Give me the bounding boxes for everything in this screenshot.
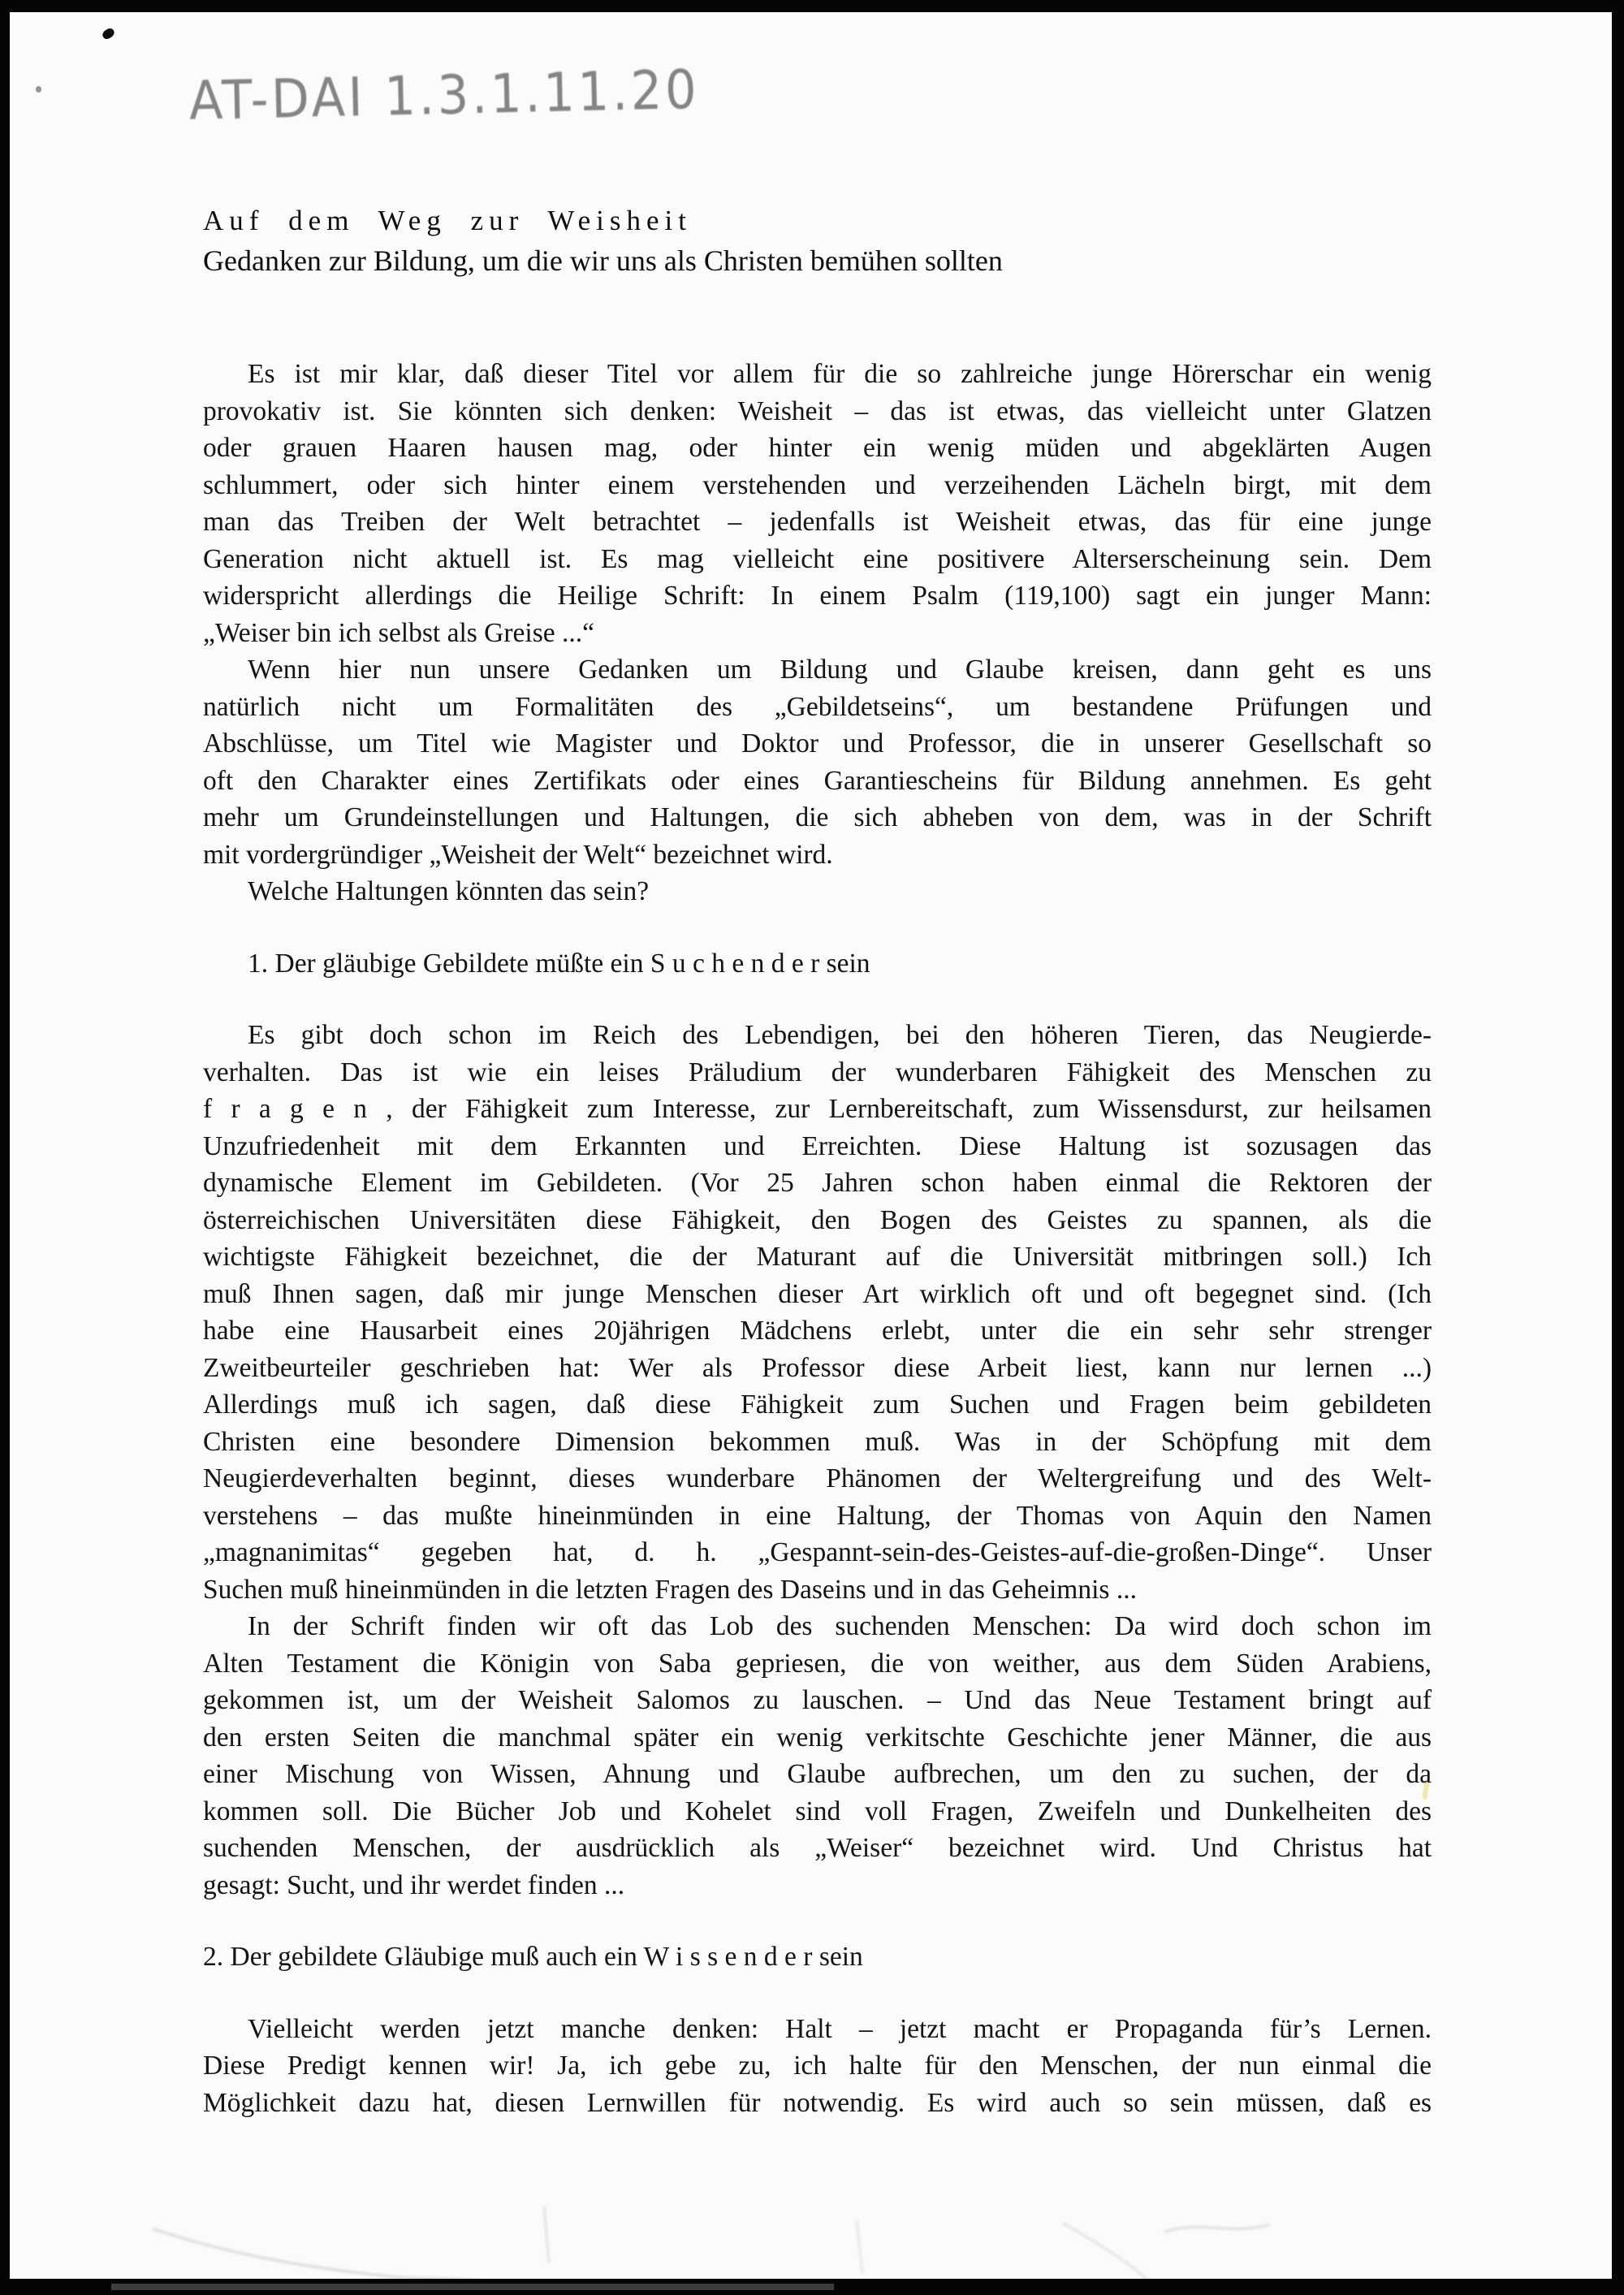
paragraph	[203, 2011, 1432, 2122]
text-line: Zweitbeurteiler geschrieben hat: Wer als Professor diese Arbeit liest, kann nur lernen ...)	[203, 1352, 1432, 1383]
scan-border-bottom-gray	[111, 2284, 834, 2290]
paragraph	[203, 356, 1432, 651]
text-line: Es ist mir klar, daß dieser Titel vor allem für die so zahlreiche junge Hörerschar ein wenig	[248, 359, 1432, 389]
text-line: Neugierdeverhalten beginnt, dieses wunderbare Phänomen der Weltergreifung und des Welt-	[203, 1463, 1432, 1493]
pencil-smudge	[122, 2185, 1340, 2290]
section-heading-line: 1. Der gläubige Gebildete müßte ein S u c h e n d e r sein	[248, 948, 870, 979]
text-line: widerspricht allerdings die Heilige Schrift: In einem Psalm (119,100) sagt ein junger Mann:	[203, 581, 1432, 611]
text-line: Christen eine besondere Dimension bekommen muß. Was in der Schöpfung mit dem	[203, 1426, 1432, 1457]
document-body	[203, 356, 1432, 2121]
ink-speck	[101, 27, 116, 41]
text-line: schlummert, oder sich hinter einem verstehenden und verzeihenden Lächeln birgt, mit dem	[203, 469, 1432, 500]
paragraph	[203, 873, 1432, 910]
text-line: natürlich nicht um Formalitäten des „Gebildetseins“, um bestandene Prüfungen und	[203, 691, 1432, 722]
text-line: verhalten. Das ist wie ein leises Präludium der wunderbaren Fähigkeit des Menschen zu	[203, 1057, 1432, 1087]
text-line: österreichischen Universitäten diese Fähigkeit, den Bogen des Geistes zu spannen, als die	[203, 1204, 1432, 1235]
scan-border-right	[1612, 0, 1624, 2295]
text-line: oft den Charakter eines Zertifikats oder eines Garantiescheins für Bildung annehmen. Es geht	[203, 765, 1432, 796]
text-line: verstehens – das mußte hineinmünden in eine Haltung, der Thomas von Aquin den Namen	[203, 1500, 1432, 1531]
text-line: muß Ihnen sagen, daß mir junge Menschen dieser Art wirklich oft und oft begegnet sind. (Ich	[203, 1278, 1432, 1309]
text-line: „magnanimitas“ gegeben hat, d. h. „Gespannt-sein-des-Geistes-auf-die-großen-Dinge“. Unser	[203, 1537, 1432, 1567]
text-line: Generation nicht aktuell ist. Es mag vielleicht eine positivere Alterserscheinung sein. Dem	[203, 543, 1432, 574]
handwritten-archive-annotation: AT-DAI 1.3.1.11.20	[188, 58, 701, 132]
heading	[203, 1938, 1432, 1976]
text-line: mehr um Grundeinstellungen und Haltungen, die sich abheben von dem, was in der Schrift	[203, 802, 1432, 832]
scan-border-left	[0, 0, 10, 2295]
text-line: Wenn hier nun unsere Gedanken um Bildung und Glaube kreisen, dann geht es uns	[248, 655, 1432, 685]
paragraph	[203, 651, 1432, 873]
text-line: Möglichkeit dazu hat, diesen Lernwillen für notwendig. Es wird auch so sein müssen, daß es	[203, 2087, 1432, 2118]
section-heading-line: 2. Der gebildete Gläubige muß auch ein W i s s e n d e r sein	[203, 1942, 863, 1972]
text-line: gekommen ist, um der Weisheit Salomos zu lauschen. – Und das Neue Testament bringt auf	[203, 1685, 1432, 1715]
text-line: In der Schrift finden wir oft das Lob des suchenden Menschen: Da wird doch schon im	[248, 1611, 1432, 1641]
text-line: Welche Haltungen könnten das sein?	[248, 876, 650, 906]
text-line: Unzufriedenheit mit dem Erkannten und Erreichten. Diese Haltung ist sozusagen das	[203, 1130, 1432, 1161]
text-line: Diese Predigt kennen wir! Ja, ich gebe zu, ich halte für den Menschen, der nun einmal die	[203, 2051, 1432, 2081]
page-subtitle: Gedanken zur Bildung, um die wir uns als Christen bemühen sollten	[203, 244, 1003, 277]
text-line: wichtigste Fähigkeit bezeichnet, die der Maturant auf die Universität mitbringen soll.) Ich	[203, 1242, 1432, 1272]
text-line: einer Mischung von Wissen, Ahnung und Glaube aufbrechen, um den zu suchen, der da	[203, 1759, 1432, 1789]
paragraph	[203, 1017, 1432, 1608]
text-line: Es gibt doch schon im Reich des Lebendigen, bei den höheren Tieren, das Neugierde-	[248, 1020, 1432, 1050]
text-line: suchenden Menschen, der ausdrücklich als „Weiser“ bezeichnet wird. Und Christus hat	[203, 1833, 1432, 1863]
text-line: Vielleicht werden jetzt manche denken: Halt – jetzt macht er Propaganda für’s Lernen.	[248, 2013, 1432, 2044]
text-line: „Weiser bin ich selbst als Greise ...“	[203, 617, 594, 648]
page-title: Auf dem Weg zur Weisheit	[203, 205, 692, 236]
text-line: Alten Testament die Königin von Saba gepriesen, die von weither, aus dem Süden Arabiens,	[203, 1648, 1432, 1679]
heading	[203, 945, 1432, 983]
text-line: man das Treiben der Welt betrachtet – jedenfalls ist Weisheit etwas, das für eine junge	[203, 507, 1432, 537]
scan-border-top	[0, 0, 1624, 12]
title-block	[203, 201, 1437, 280]
text-line: oder grauen Haaren hausen mag, oder hinter ein wenig müden und abgeklärten Augen	[203, 433, 1432, 463]
text-line: kommen soll. Die Bücher Job und Kohelet sind voll Fragen, Zweifeln und Dunkelheiten des	[203, 1796, 1432, 1826]
text-line: Abschlüsse, um Titel wie Magister und Doktor und Professor, die in unserer Gesellschaft so	[203, 728, 1432, 759]
text-line: gesagt: Sucht, und ihr werdet finden ...	[203, 1869, 625, 1900]
text-line: mit vordergründiger „Weisheit der Welt“ bezeichnet wird.	[203, 839, 833, 870]
text-line: Suchen muß hineinmünden in die letzten Fragen des Daseins und in das Geheimnis ...	[203, 1574, 1137, 1605]
pencil-speck	[36, 86, 41, 93]
text-line: Allerdings muß ich sagen, daß diese Fähigkeit zum Suchen und Fragen beim gebildeten	[203, 1390, 1432, 1420]
text-line: den ersten Seiten die manchmal später ein wenig verkitschte Geschichte jener Männer, die aus	[203, 1722, 1432, 1753]
paragraph	[203, 1608, 1432, 1904]
text-line: habe eine Hausarbeit eines 20jährigen Mädchens erlebt, unter die ein sehr sehr strenger	[203, 1316, 1432, 1346]
text-line: provokativ ist. Sie könnten sich denken: Weisheit – das ist etwas, das vielleicht unter Glatzen	[203, 395, 1432, 426]
text-line: f r a g e n , der Fähigkeit zum Interesse, zur Lernbereitschaft, zum Wissensdurst, zur heilsamen	[203, 1094, 1432, 1124]
text-line: dynamische Element im Gebildeten. (Vor 25 Jahren schon haben einmal die Rektoren der	[203, 1168, 1432, 1198]
